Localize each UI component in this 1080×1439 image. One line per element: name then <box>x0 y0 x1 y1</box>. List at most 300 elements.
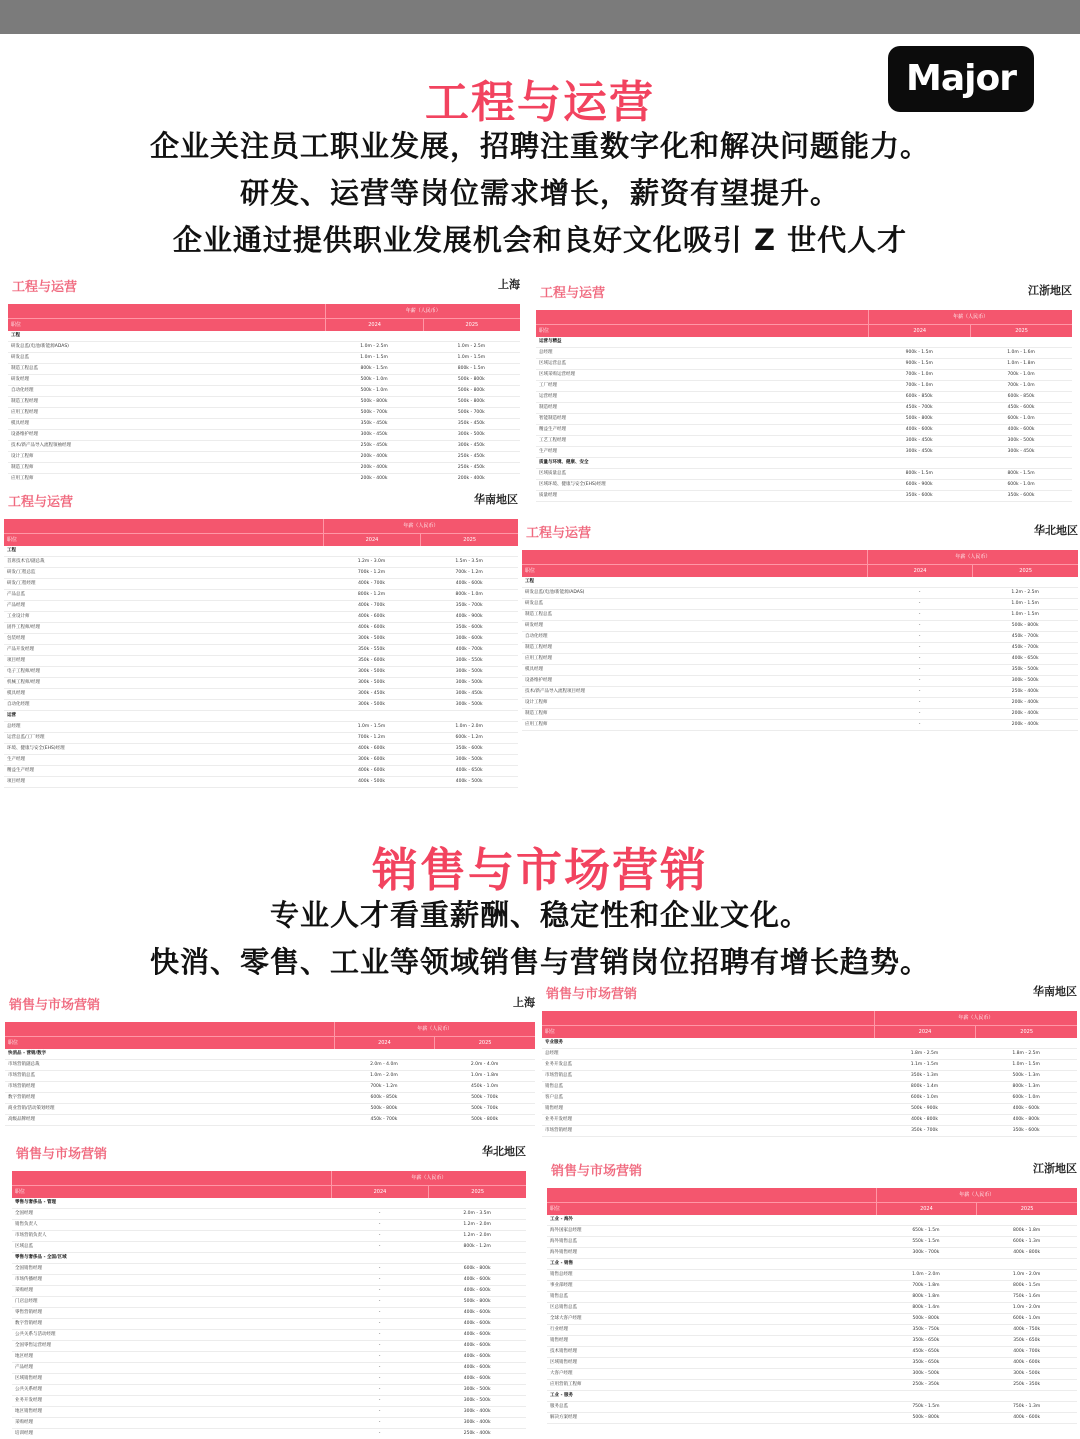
salary-2025-cell: 300k - 450k <box>457 443 485 448</box>
position-cell: 全国销售经理 <box>15 1266 42 1271</box>
salary-2024-cell: - <box>378 1211 381 1216</box>
salary-2024-cell: 2.0m - 4.0m <box>370 1062 398 1067</box>
table-row <box>12 1264 526 1275</box>
salary-2024-cell: - <box>378 1244 381 1249</box>
salary-2025-cell: 400k - 800k <box>1013 1250 1041 1255</box>
table-row <box>522 687 1078 698</box>
position-cell: 制造经理 <box>539 405 557 410</box>
salary-2025-cell: 300k - 500k <box>463 1387 491 1392</box>
position-cell: 产品开发经理 <box>7 647 34 652</box>
salary-2025-cell: 300k - 500k <box>463 1398 491 1403</box>
salary-2025-cell: 350k - 500k <box>1011 667 1039 672</box>
position-cell: 业务开发总监 <box>545 1062 572 1067</box>
year-2025-header: 2025 <box>434 1037 535 1049</box>
table-row <box>8 397 520 408</box>
table-row <box>522 654 1078 665</box>
table-row <box>547 1237 1077 1248</box>
table-group-row <box>536 458 1072 469</box>
table-header-blank <box>536 310 868 324</box>
salary-2024-cell: 700k - 1.2m <box>357 570 386 575</box>
table-row <box>12 1429 526 1439</box>
salary-2025-cell: 1.0m - 2.0m <box>1012 1305 1041 1310</box>
table-row <box>8 441 520 452</box>
table-row <box>4 656 518 667</box>
position-header: 职位 <box>550 1206 561 1212</box>
salary-2025-cell: 200k - 400k <box>1011 722 1039 727</box>
position-header: 职位 <box>15 1189 26 1195</box>
table-row <box>12 1297 526 1308</box>
salary-2024-cell: 300k - 450k <box>905 449 933 454</box>
position-cell: 机械工程师/经理 <box>7 680 41 685</box>
salary-2024-cell: 1.0m - 1.5m <box>360 355 388 360</box>
position-cell: 快消品 - 营销/数字 <box>8 1051 47 1056</box>
salary-2025-cell: 700k - 1.0m <box>1007 372 1035 377</box>
table-row <box>4 689 518 700</box>
salary-2024-cell: - <box>918 711 921 716</box>
salary-2025-cell: 1.0m - 2.0m <box>1012 1272 1041 1277</box>
table-row <box>12 1308 526 1319</box>
table-row <box>4 733 518 744</box>
table-row <box>8 430 520 441</box>
position-cell: 设备维护经理 <box>11 432 38 437</box>
salary-2024-cell: - <box>918 722 921 727</box>
position-cell: 销售总监 <box>550 1294 568 1299</box>
salary-2025-cell: 300k - 500k <box>455 702 483 707</box>
table-group-row <box>547 1215 1077 1226</box>
salary-header: 年薪（人民币） <box>868 310 1072 324</box>
salary-2025-cell: 800k - 1.2m <box>463 1244 491 1249</box>
table-header-columns <box>547 1202 1077 1215</box>
card-title: 工程与运营 <box>12 280 78 295</box>
salary-2024-cell: - <box>378 1266 381 1271</box>
position-cell: 运营经理 <box>539 394 557 399</box>
salary-2025-cell: 800k - 1.5m <box>457 366 485 371</box>
salary-2025-cell: 1.0m - 1.5m <box>457 355 486 360</box>
salary-2025-cell: 300k - 500k <box>455 680 483 685</box>
table-row <box>547 1380 1077 1391</box>
salary-2024-cell: 400k - 600k <box>358 625 385 630</box>
salary-2024-cell: 500k - 800k <box>360 399 388 404</box>
salary-2024-cell: 500k - 800k <box>370 1106 398 1111</box>
salary-2025-cell <box>428 1253 526 1263</box>
salary-2024-cell: 350k - 650k <box>912 1360 940 1365</box>
section1-line-3: 企业通过提供职业发展机会和良好文化吸引 Z 世代人才 <box>172 223 908 257</box>
position-cell: 模具经理 <box>11 421 29 426</box>
salary-2024-cell: 400k - 600k <box>358 746 385 751</box>
table-row <box>4 667 518 678</box>
salary-2025-cell: 400k - 600k <box>463 1321 491 1326</box>
salary-2025-cell: 400k - 600k <box>1013 1415 1041 1420</box>
salary-2024-cell: 1.1m - 1.5m <box>910 1062 939 1067</box>
position-cell: 培训经理 <box>15 1431 33 1436</box>
salary-2025-cell: 1.0m - 2.0m <box>455 724 483 729</box>
salary-2025-cell: 600k - 850k <box>1007 394 1035 399</box>
salary-table <box>4 519 518 788</box>
salary-2025-cell: 400k - 600k <box>1007 427 1035 432</box>
salary-2025-cell: 800k - 1.5m <box>1007 471 1035 476</box>
salary-2024-cell: - <box>378 1354 381 1359</box>
position-cell: 事业部经理 <box>550 1283 573 1288</box>
table-group-row <box>12 1253 526 1264</box>
table-row <box>8 342 520 353</box>
year-2024-header: 2024 <box>325 319 422 331</box>
salary-2024-cell <box>876 1259 977 1269</box>
position-cell: 运营与精益 <box>539 339 562 344</box>
table-row <box>522 676 1078 687</box>
salary-header: 年薪（人民币） <box>334 1022 535 1036</box>
salary-2025-cell: 400k - 600k <box>463 1343 491 1348</box>
salary-2025-cell: 400k - 500k <box>455 779 483 784</box>
salary-header: 年薪（人民币） <box>874 1011 1077 1025</box>
salary-2025-cell: 500k - 1.3m <box>1012 1073 1040 1078</box>
salary-2024-cell <box>867 577 973 587</box>
position-cell: 区域销售经理 <box>15 1376 42 1381</box>
salary-2025-cell: 300k - 450k <box>1007 449 1035 454</box>
year-2025-header: 2025 <box>428 1186 526 1198</box>
card-region: 华南地区 <box>1033 985 1077 998</box>
position-cell: 行业经理 <box>550 1327 568 1332</box>
salary-2024-cell: - <box>918 645 921 650</box>
salary-2025-cell: 800k - 1.3m <box>1012 1084 1040 1089</box>
position-cell: 技术销售经理 <box>550 1349 577 1354</box>
salary-2024-cell: 350k - 700k <box>911 1128 938 1133</box>
salary-2025-cell: 2.0m - 3.5m <box>463 1211 491 1216</box>
position-cell: 制造工程总监 <box>11 366 38 371</box>
salary-2025-cell: 400k - 700k <box>455 647 483 652</box>
salary-2025-cell: 400k - 600k <box>1013 1360 1041 1365</box>
position-cell: 解决方案经理 <box>550 1415 577 1420</box>
year-2025-header: 2025 <box>975 1026 1077 1038</box>
table-group-row <box>547 1391 1077 1402</box>
table-row <box>522 720 1078 731</box>
salary-table <box>522 550 1078 731</box>
salary-2024-cell: 800k - 1.4m <box>910 1084 939 1089</box>
table-row <box>522 665 1078 676</box>
table-row <box>4 579 518 590</box>
position-cell: 采购经理 <box>15 1288 33 1293</box>
salary-2024-cell: 200k - 400k <box>360 465 388 470</box>
table-row <box>4 612 518 623</box>
position-cell: 全国零售运营经理 <box>15 1343 51 1348</box>
table-row <box>4 777 518 788</box>
salary-2024-cell <box>876 1215 977 1225</box>
salary-table <box>547 1188 1077 1424</box>
salary-2024-cell: - <box>378 1420 381 1425</box>
card-title: 销售与市场营销 <box>9 998 101 1013</box>
table-header-salary <box>542 1011 1077 1025</box>
salary-2025-cell: 800k - 1.8m <box>1013 1228 1041 1233</box>
salary-2024-cell <box>868 458 970 468</box>
position-cell: 销售经理 <box>550 1338 568 1343</box>
salary-2025-cell: 300k - 500k <box>1011 678 1039 683</box>
table-row <box>12 1396 526 1407</box>
card-header <box>12 1141 526 1167</box>
section2-title: 销售与市场营销 <box>372 843 708 897</box>
position-header: 职位 <box>8 1040 19 1046</box>
salary-2024-cell: 400k - 600k <box>358 768 385 773</box>
table-group-row <box>12 1198 526 1209</box>
salary-2025-cell: 500k - 800k <box>457 399 485 404</box>
salary-2024-cell: 900k - 1.5m <box>905 350 933 355</box>
salary-2025-cell <box>976 1259 1077 1269</box>
position-cell: 公共关系经理 <box>15 1387 42 1392</box>
salary-2024-cell: 300k - 450k <box>905 438 933 443</box>
salary-2025-cell: 500k - 800k <box>471 1117 499 1122</box>
salary-2025-cell: 1.2m - 2.0m <box>463 1233 491 1238</box>
table-row <box>4 623 518 634</box>
salary-2025-cell: 250k - 450k <box>457 465 485 470</box>
position-cell: 工厂经理 <box>539 383 557 388</box>
salary-2024-cell: 1.2m - 3.0m <box>357 559 386 564</box>
position-cell: 运营总监/工厂经理 <box>7 735 45 740</box>
position-cell: 环境、健康与安全(EHS)经理 <box>7 746 65 751</box>
card-region: 江浙地区 <box>1033 1162 1077 1175</box>
table-row <box>542 1049 1077 1060</box>
table-row <box>542 1071 1077 1082</box>
salary-2024-cell: 350k - 1.3m <box>910 1073 939 1078</box>
year-2025-header: 2025 <box>423 319 520 331</box>
table-header-columns <box>542 1025 1077 1038</box>
position-cell: 地区销售经理 <box>15 1409 42 1414</box>
table-row <box>547 1314 1077 1325</box>
table-group-row <box>4 711 518 722</box>
salary-2025-cell: 600k - 800k <box>463 1266 491 1271</box>
card-region: 上海 <box>498 278 520 291</box>
card-title: 销售与市场营销 <box>546 987 638 1002</box>
salary-2024-cell: 1.0m - 2.0m <box>370 1073 398 1078</box>
card-header <box>4 489 518 515</box>
position-header: 职位 <box>525 568 536 574</box>
table-row <box>542 1082 1077 1093</box>
card-region: 华北地区 <box>482 1145 526 1158</box>
position-cell: 首席技术官/副总裁 <box>7 559 45 564</box>
table-row <box>4 744 518 755</box>
salary-2025-cell <box>428 1198 526 1208</box>
salary-2024-cell: 400k - 600k <box>358 614 385 619</box>
position-cell: 设计工程师 <box>11 454 34 459</box>
table-row <box>522 621 1078 632</box>
salary-2025-cell: 1.2m - 2.0m <box>463 1222 491 1227</box>
position-cell: 研发/工程总监 <box>7 570 36 575</box>
year-2025-header: 2025 <box>420 534 518 546</box>
position-cell: 精益生产经理 <box>7 768 34 773</box>
section1-title: 工程与运营 <box>425 77 655 128</box>
table-row <box>536 491 1072 502</box>
salary-2024-cell: 350k - 650k <box>912 1338 940 1343</box>
salary-2024-cell: 300k - 500k <box>912 1371 940 1376</box>
section1-line-2: 研发、运营等岗位需求增长，薪资有望提升。 <box>239 176 840 210</box>
salary-card <box>4 489 518 791</box>
salary-2024-cell: - <box>378 1365 381 1370</box>
position-cell: 应用工程经理 <box>11 410 38 415</box>
card-title: 工程与运营 <box>540 286 606 301</box>
salary-2025-cell <box>976 1391 1077 1401</box>
brand-badge: Major <box>888 46 1034 112</box>
table-header-columns <box>5 1036 535 1049</box>
position-cell: 全国经理 <box>15 1211 33 1216</box>
table-row <box>522 588 1078 599</box>
position-cell: 销售总监 <box>545 1084 563 1089</box>
position-cell: 自动化经理 <box>525 634 548 639</box>
salary-2024-cell: - <box>378 1277 381 1282</box>
salary-2024-cell: 350k - 550k <box>358 647 385 652</box>
salary-2024-cell: - <box>378 1299 381 1304</box>
position-cell: 区域总监 <box>15 1244 33 1249</box>
salary-card <box>522 520 1078 758</box>
table-row <box>547 1303 1077 1314</box>
position-cell: 应用工程师 <box>11 476 34 481</box>
salary-2024-cell: 250k - 350k <box>912 1382 940 1387</box>
table-header-blank <box>8 304 325 318</box>
table-row <box>4 755 518 766</box>
card-header <box>542 981 1077 1007</box>
table-row <box>536 414 1072 425</box>
salary-2025-cell: 600k - 1.3m <box>1013 1239 1041 1244</box>
table-row <box>547 1369 1077 1380</box>
salary-2024-cell: 600k - 900k <box>905 482 933 487</box>
salary-2024-cell <box>325 331 422 341</box>
position-cell: 工业 - 服务 <box>550 1393 574 1398</box>
position-cell: 销售总经理 <box>550 1272 573 1277</box>
table-row <box>8 386 520 397</box>
position-cell: 研发总监 <box>525 601 543 606</box>
salary-2025-cell: 450k - 600k <box>1007 405 1035 410</box>
position-cell: 模具经理 <box>525 667 543 672</box>
table-header-salary <box>4 519 518 533</box>
card-region: 华南地区 <box>474 493 518 506</box>
position-cell: 总经理 <box>7 724 21 729</box>
salary-2024-cell: 500k - 1.0m <box>360 388 388 393</box>
table-row <box>5 1115 535 1126</box>
position-cell: 模具经理 <box>7 691 25 696</box>
position-cell: 研发总监(电池/新能源ADAS) <box>11 344 69 349</box>
position-cell: 客户总监 <box>545 1095 563 1100</box>
table-group-row <box>5 1049 535 1060</box>
position-cell: 工程 <box>11 333 20 338</box>
salary-2024-cell: 600k - 850k <box>905 394 933 399</box>
salary-card <box>547 1158 1077 1439</box>
salary-2024-cell: 550k - 1.5m <box>912 1239 940 1244</box>
salary-2024-cell: 300k - 600k <box>358 757 385 762</box>
table-row <box>536 359 1072 370</box>
salary-2025-cell: 300k - 500k <box>455 757 483 762</box>
year-2024-header: 2024 <box>876 1203 977 1215</box>
table-group-row <box>536 337 1072 348</box>
table-header-salary <box>5 1022 535 1036</box>
salary-2025-cell: 2.0m - 4.0m <box>470 1062 499 1067</box>
salary-2025-cell: 400k - 600k <box>1012 1106 1040 1111</box>
salary-2025-cell: 400k - 600k <box>463 1332 491 1337</box>
table-row <box>4 678 518 689</box>
salary-2025-cell: 350k - 600k <box>1007 493 1035 498</box>
table-header-columns <box>522 564 1078 577</box>
table-row <box>542 1060 1077 1071</box>
table-row <box>522 643 1078 654</box>
salary-2025-cell: 500k - 800k <box>457 377 485 382</box>
salary-2024-cell: - <box>378 1398 381 1403</box>
table-row <box>4 568 518 579</box>
salary-2025-cell: 300k - 400k <box>463 1420 491 1425</box>
salary-2024-cell: 1.0m - 2.0m <box>912 1272 940 1277</box>
salary-2024-cell: 800k - 1.2m <box>357 592 386 597</box>
salary-2025-cell: 800k - 1.5m <box>1013 1283 1041 1288</box>
salary-2025-cell: 400k - 600k <box>463 1354 491 1359</box>
position-cell: 研发经理 <box>525 623 543 628</box>
table-row <box>8 419 520 430</box>
salary-table <box>8 304 520 482</box>
salary-2024-cell: 400k - 600k <box>905 427 933 432</box>
position-cell: 电子工程师/经理 <box>7 669 41 674</box>
position-cell: 市场传播经理 <box>15 1277 42 1282</box>
salary-2025-cell <box>434 1049 535 1059</box>
table-row <box>12 1330 526 1341</box>
table-header-blank <box>5 1022 334 1036</box>
position-cell: 产品经理 <box>7 603 25 608</box>
salary-2024-cell: - <box>378 1310 381 1315</box>
table-row <box>12 1363 526 1374</box>
salary-2024-cell: 300k - 700k <box>912 1250 940 1255</box>
card-title: 销售与市场营销 <box>551 1164 643 1179</box>
salary-2025-cell: 350k - 600k <box>455 746 483 751</box>
table-row <box>12 1231 526 1242</box>
salary-2025-cell: 250k - 400k <box>1011 689 1039 694</box>
table-header-blank <box>4 519 323 533</box>
salary-2025-cell: 400k - 650k <box>1011 656 1039 661</box>
position-cell: 零售与奢侈品 - 全国/区域 <box>15 1255 67 1260</box>
salary-2025-cell: 1.0m - 1.5m <box>1011 601 1039 606</box>
salary-table <box>542 1011 1077 1137</box>
table-row <box>542 1126 1077 1137</box>
table-row <box>536 348 1072 359</box>
salary-2024-cell: 800k - 1.5m <box>905 471 933 476</box>
table-header-salary <box>8 304 520 318</box>
position-cell: 采购经理 <box>15 1420 33 1425</box>
salary-header: 年薪（人民币） <box>876 1188 1077 1202</box>
position-cell: 工业 - 海外 <box>550 1217 574 1222</box>
position-cell: 高级品牌经理 <box>8 1117 35 1122</box>
salary-2024-cell: - <box>918 700 921 705</box>
salary-2025-cell: 1.0m - 1.6m <box>1007 350 1035 355</box>
salary-2025-cell: 350k - 650k <box>1013 1338 1041 1343</box>
salary-2024-cell <box>334 1049 435 1059</box>
table-row <box>8 474 520 482</box>
salary-2024-cell: 300k - 500k <box>358 680 385 685</box>
table-row <box>522 599 1078 610</box>
salary-2025-cell <box>970 337 1072 347</box>
year-2025-header: 2025 <box>972 565 1078 577</box>
position-cell: 市场营销经理 <box>8 1084 35 1089</box>
salary-2025-cell: 350k - 700k <box>455 603 483 608</box>
salary-2024-cell: - <box>378 1321 381 1326</box>
table-row <box>8 353 520 364</box>
table-row <box>12 1385 526 1396</box>
position-cell: 数字营销经理 <box>8 1095 35 1100</box>
position-cell: 自动化经理 <box>7 702 30 707</box>
salary-2025-cell: 1.0m - 1.8m <box>470 1073 499 1078</box>
salary-card <box>12 1141 526 1439</box>
year-2024-header: 2024 <box>867 565 973 577</box>
salary-2025-cell: 200k - 400k <box>1011 711 1039 716</box>
position-cell: 零售营销经理 <box>15 1310 42 1315</box>
position-cell: 商业营销/活动策划经理 <box>8 1106 55 1111</box>
table-row <box>4 766 518 777</box>
position-cell: 工程 <box>7 548 16 553</box>
position-cell: 精益生产经理 <box>539 427 566 432</box>
salary-2025-cell: 250k - 350k <box>1013 1382 1041 1387</box>
position-cell: 质量经理 <box>539 493 557 498</box>
salary-2025-cell: 300k - 400k <box>463 1409 491 1414</box>
table-row <box>12 1319 526 1330</box>
